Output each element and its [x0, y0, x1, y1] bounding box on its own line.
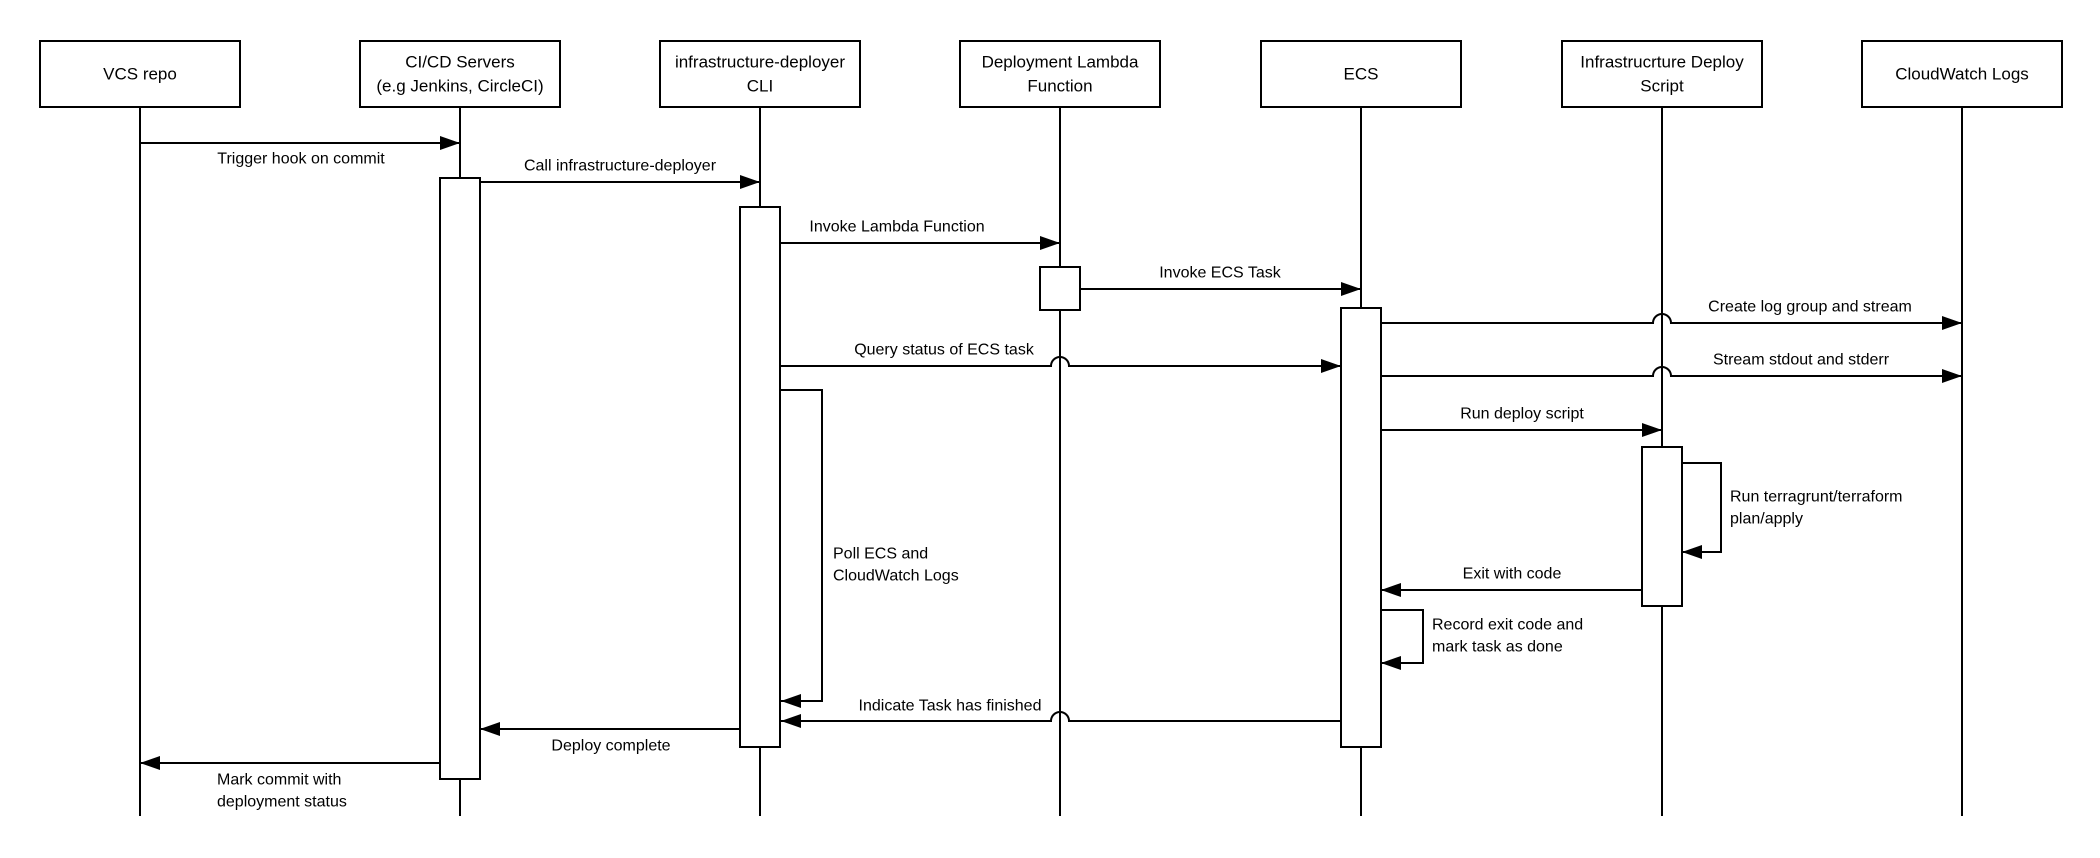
self-message-label-run-terragrunt-terraform-plan-apply: Run terragrunt/terraform	[1730, 488, 1903, 506]
participant-label-deployment-lambda-function: Deployment Lambda	[981, 52, 1139, 72]
participant-box-deployment-lambda-function	[960, 41, 1160, 107]
message-label-mark-commit-with-deployment-status: deployment status	[217, 793, 347, 811]
self-message-label-record-exit-code-and-mark-task-as-done: Record exit code and	[1432, 616, 1584, 634]
participant-label-infrastructure-deployer-cli: infrastructure-deployer	[674, 52, 846, 72]
participant-label-cloudwatch-logs: CloudWatch Logs	[1895, 64, 2029, 84]
message-label-indicate-task-has-finished: Indicate Task has finished	[858, 697, 1042, 715]
participant-box-cicd-servers	[360, 41, 560, 107]
message-label-query-status-of-ecs-task: Query status of ECS task	[854, 341, 1034, 359]
activation-bar-infrastructure-deployer-cli	[740, 207, 780, 747]
message-label-run-deploy-script: Run deploy script	[1460, 405, 1584, 423]
participant-label-ecs: ECS	[1343, 64, 1379, 84]
activation-bar-ecs	[1341, 308, 1381, 747]
message-label-mark-commit-with-deployment-status: Mark commit with	[217, 771, 342, 789]
participant-infrastructure-deploy-script	[1562, 41, 1762, 107]
message-label-deploy-complete: Deploy complete	[551, 737, 671, 755]
message-label-exit-with-code: Exit with code	[1462, 565, 1562, 583]
participant-infrastructure-deployer-cli	[660, 41, 860, 107]
self-message-label-run-terragrunt-terraform-plan-apply: plan/apply	[1730, 510, 1803, 528]
participant-ecs	[1261, 41, 1461, 107]
participant-box-infrastructure-deploy-script	[1562, 41, 1762, 107]
self-message-label-poll-ecs-and-cloudwatch-logs: Poll ECS and	[833, 545, 929, 563]
participant-label-cicd-servers: CI/CD Servers	[405, 52, 515, 72]
participant-label-infrastructure-deploy-script: Script	[1640, 76, 1684, 96]
participant-deployment-lambda-function	[960, 41, 1160, 107]
message-label-invoke-lambda-function: Invoke Lambda Function	[809, 218, 985, 236]
participant-label-infrastructure-deploy-script: Infrastrucrture Deploy	[1580, 52, 1744, 72]
self-message-label-poll-ecs-and-cloudwatch-logs: CloudWatch Logs	[833, 567, 959, 585]
participant-label-vcs-repo: VCS repo	[103, 64, 177, 84]
participant-cicd-servers	[360, 41, 560, 107]
message-label-create-log-group-and-stream: Create log group and stream	[1708, 298, 1912, 316]
message-label-stream-stdout-and-stderr: Stream stdout and stderr	[1712, 351, 1890, 369]
message-label-call-infrastructure-deployer: Call infrastructure-deployer	[523, 157, 717, 175]
self-message-label-record-exit-code-and-mark-task-as-done: mark task as done	[1432, 638, 1563, 656]
activation-bar-deployment-lambda-function	[1040, 267, 1080, 310]
participant-vcs-repo	[40, 41, 240, 107]
participant-box-infrastructure-deployer-cli	[660, 41, 860, 107]
participant-cloudwatch-logs	[1862, 41, 2062, 107]
message-label-invoke-ecs-task: Invoke ECS Task	[1159, 264, 1281, 282]
participant-label-deployment-lambda-function: Function	[1027, 76, 1093, 96]
activation-bar-infrastructure-deploy-script	[1642, 447, 1682, 606]
participant-label-cicd-servers: (e.g Jenkins, CircleCI)	[376, 76, 544, 96]
participant-label-infrastructure-deployer-cli: CLI	[746, 76, 774, 96]
message-label-trigger-hook-on-commit: Trigger hook on commit	[217, 150, 385, 168]
activation-bar-cicd-servers	[440, 178, 480, 779]
